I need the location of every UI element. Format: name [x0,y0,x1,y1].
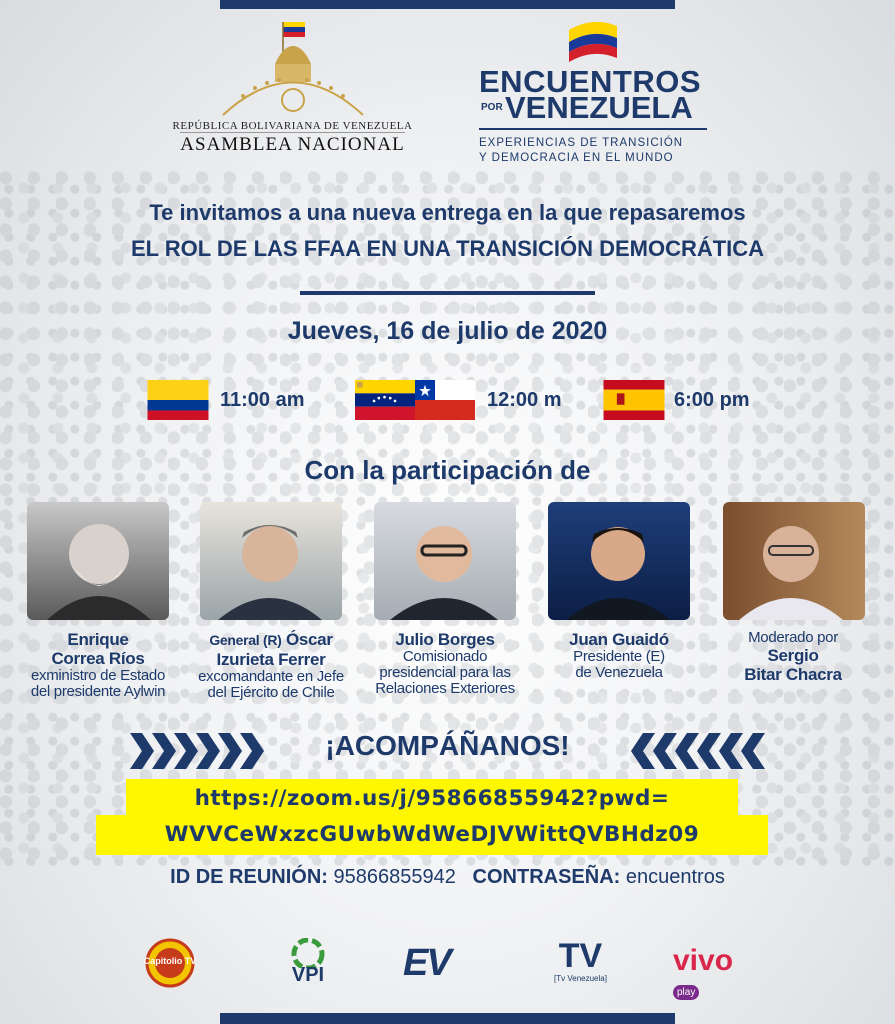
capitolio-tv-logo [142,938,202,988]
participant-name-2: Correa Ríos [51,649,145,668]
venezuela-flag-icon [565,20,621,64]
participant-role-2: de Venezuela [575,664,663,681]
participant-role-1: exministro de Estado [30,667,166,684]
spain-flag-icon [602,380,666,420]
participant-juan [529,630,709,681]
meeting-id-label: ID DE REUNIÓN: [170,866,328,888]
photo-enrique-correa [27,502,169,620]
tv-venezuela-text: TV [558,937,603,975]
participant-sergio [703,630,883,684]
capitol-emblem-icon [213,20,373,118]
logo-subtitle-1: EXPERIENCIAS DE TRANSICIÓN [479,137,684,149]
zoom-link-line-1[interactable]: https://zoom.us/j/95866855942?pwd= [126,779,738,819]
invite-line-2: EL ROL DE LAS FFAA EN UNA TRANSICIÓN DEMOCRÁTICA [130,236,765,261]
tv-venezuela-sub: [Tv Venezuela] [554,974,607,983]
time-venezuela-chile: 12:00 m [487,389,562,411]
colombia-flag-icon [146,380,210,420]
vpi-tv-logo [278,938,338,988]
vivo-play-logo [673,938,758,999]
vpi-text: VPI [291,964,325,986]
participant-role-2: presidencial para las [379,664,511,681]
event-date: Jueves, 16 de julio de 2020 [287,317,608,345]
play-text: play [673,985,699,1000]
logo-title-2: VENEZUELA [505,90,693,125]
logo-subtitle-2: Y DEMOCRACIA EN EL MUNDO [479,152,674,164]
chevrons-left-icon [630,733,765,769]
participant-role-1: excomandante en Jefe [198,668,344,685]
photo-julio-borges [374,502,516,620]
evtv-text: EV [403,942,450,984]
tv-venezuela-logo [543,938,618,988]
divider [300,291,595,295]
password-label: CONTRASEÑA: [472,866,621,888]
logo-subtitle [479,136,683,166]
bottom-bar [220,1013,675,1024]
participant-role-1: Presidente (E) [573,648,665,665]
participant-name-1: Juan Guaidó [569,630,669,649]
evtv-logo [403,938,483,988]
participant-prefix: Moderado por [748,629,838,646]
encuentros-logo [475,20,715,165]
participant-role-2: del presidente Aylwin [30,683,166,700]
meeting-id-value: 95866855942 [333,866,456,888]
photo-sergio-bitar [723,502,865,620]
participant-name-1: Sergio [767,646,819,665]
vivo-text: vivo [673,944,734,977]
republic-name: REPÚBLICA BOLIVARIANA DE VENEZUELA [172,120,413,132]
participant-prefix: General (R) [209,632,282,648]
assembly-name: ASAMBLEA NACIONAL [180,134,405,155]
participant-julio [355,630,535,697]
participant-name-1: Julio Borges [395,630,495,649]
participant-name-2: Izurieta Ferrer [216,650,326,669]
logo-divider [479,128,707,130]
capitolio-tv-text: Capitolio TV [143,956,197,966]
logo-title-1: ENCUENTROS [479,64,702,99]
top-bar [220,0,675,9]
meeting-info [0,866,895,889]
time-spain: 6:00 pm [674,389,750,411]
participant-oscar [181,630,361,701]
participant-name-1: Enrique [67,630,129,649]
cta-text: ¡ACOMPÁÑANOS! [325,730,570,761]
participant-name-2: Bitar Chacra [744,665,842,684]
participant-name-1: Óscar [285,630,333,649]
participant-role-3: Relaciones Exteriores [375,680,515,697]
asamblea-nacional-logo [160,20,425,160]
invite-line-1: Te invitamos a una nueva entrega en la que repasaremos [149,200,746,225]
password-value: encuentros [625,866,725,888]
participant-role-1: Comisionado [402,648,488,665]
participant-role-2: del Ejército de Chile [207,684,335,701]
participation-title: Con la participación de [304,455,591,485]
zoom-link-line-2[interactable]: WVVCeWxzcGUwbWdWeDJVWittQVBHdz09 [96,815,768,855]
time-colombia: 11:00 am [220,389,305,411]
photo-oscar-izurieta [200,502,342,620]
photo-juan-guaido [548,502,690,620]
logo-por: POR [481,102,503,113]
participant-enrique [8,630,188,700]
venezuela-chile-flags-icon [352,380,478,420]
